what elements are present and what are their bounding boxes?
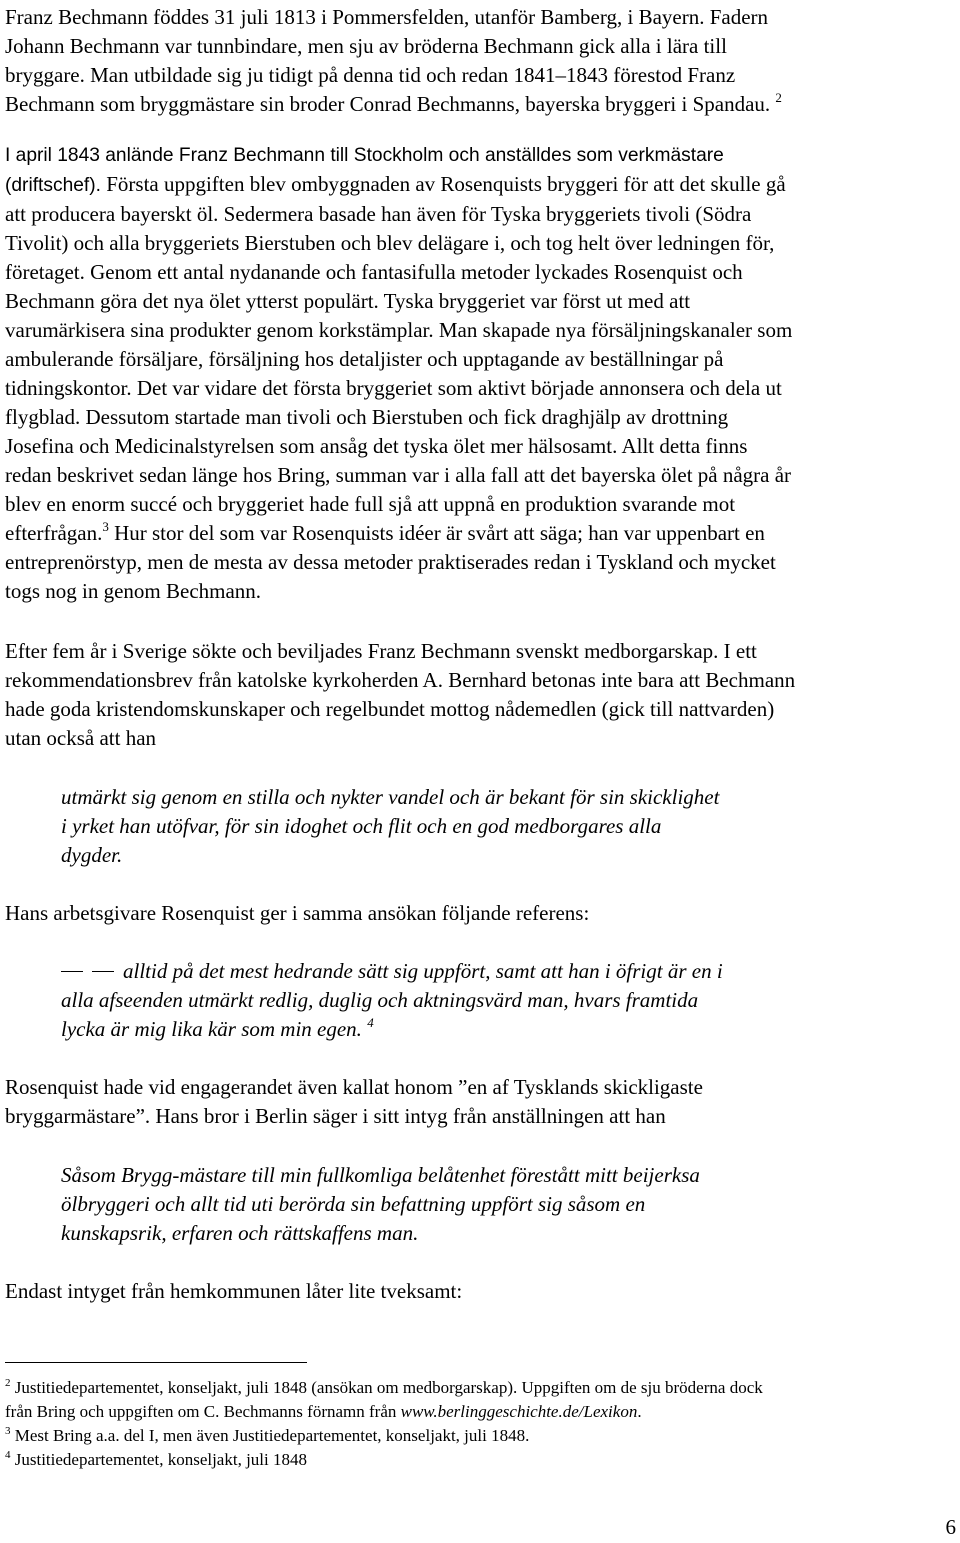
quote-line: dygder. <box>61 843 123 867</box>
text-line: ambulerande försäljare, försäljning hos detaljister och upptagande av beställningar på <box>5 347 724 371</box>
text-segment: Genom ett antal nydanande och fantasifulla metoder lyckades Rosenquist och <box>84 260 743 284</box>
block-quote <box>61 957 723 1044</box>
text-line: utan också att han <box>5 726 157 750</box>
text-segment: Justitiedepartementet, konseljakt, juli 1848 <box>10 1450 307 1469</box>
text-line: flygblad. Dessutom startade man tivoli och Bierstuben och fick draghjälp av drottning <box>5 405 729 429</box>
block-quote <box>61 783 719 870</box>
footnote-ref[interactable]: 3 <box>102 519 109 534</box>
text-line: Rosenquist hade vid engagerandet även kallat honom ”en af Tysklands skickligaste <box>5 1075 703 1099</box>
text-segment: lycka är mig lika kär som min egen. <box>61 1017 362 1041</box>
footnote-2 <box>5 1376 955 1400</box>
text-segment: från Bring och uppgiften om C. Bechmanns förnamn från <box>5 1402 401 1421</box>
quote-line <box>61 957 723 986</box>
text-line <box>5 258 792 287</box>
text-segment: efterfrågan. <box>5 521 103 545</box>
text-line: Josefina och Medicinalstyrelsen som ansåg det tyska ölet mer hälsosamt. Allt detta finns <box>5 434 748 458</box>
footnote-2-cont <box>5 1400 955 1424</box>
text-line: bryggare. Man utbildade sig ju tidigt på denna tid och redan 1841–1843 förestod Franz <box>5 63 736 87</box>
text-line: hade goda kristendomskunskaper och regelbundet mottog nådemedlen (gick till nattvarden) <box>5 697 775 721</box>
text-line: Bechmann göra det nya ölet ytterst populärt. Tyska bryggeriet var först ut med att <box>5 289 691 313</box>
text-line: Franz Bechmann föddes 31 juli 1813 i Pommersfelden, utanför Bamberg, i Bayern. Fadern <box>5 5 769 29</box>
text-line: Hans arbetsgivare Rosenquist ger i samma ansökan följande referens: <box>5 901 590 925</box>
intro-paragraph <box>5 3 782 119</box>
footnote-number: 2 <box>5 1377 11 1389</box>
text-segment: Sedermera basade han även för Tyska bryggeriets tivoli (Södra <box>218 202 752 226</box>
text-line: Tivolit) och alla bryggeriets Bierstuben och blev delägare i, och tog helt över ledningen för, <box>5 231 775 255</box>
text-line: redan beskrivet sedan länge hos Bring, summan var i alla fall att det bayerska ölet på några år <box>5 463 792 487</box>
text-line <box>5 200 792 229</box>
quote-line: i yrket han utöfvar, för sin idoghet och flit och en god medborgares alla <box>61 814 662 838</box>
text-segment: . <box>637 1402 642 1421</box>
em-dash-mark <box>92 971 114 972</box>
block-quote <box>61 1161 700 1248</box>
footnote-number: 4 <box>5 1449 11 1461</box>
text-segment: (driftschef). <box>5 175 101 196</box>
footnote-ref[interactable]: 2 <box>775 90 782 105</box>
text-line: rekommendationsbrev från katolske kyrkoherden A. Bernhard betonas inte bara att Bechmann <box>5 668 796 692</box>
text-line <box>5 90 782 119</box>
text-line: I april 1843 anlände Franz Bechmann till Stockholm och anställdes som verkmästare <box>5 145 724 166</box>
text-line: togs nog in genom Bechmann. <box>5 579 262 603</box>
em-dash-mark <box>61 971 83 972</box>
text-line: Endast intyget från hemkommunen låter lite tveksamt: <box>5 1279 463 1303</box>
text-line: blev en enorm succé och bryggeriet hade full sjå att uppnå en produktion svarande mot <box>5 492 736 516</box>
closing-paragraph <box>5 1277 462 1306</box>
footnote-3 <box>5 1424 955 1448</box>
text-line: bryggarmästare”. Hans bror i Berlin säger i sitt intyg från anställningen att han <box>5 1104 666 1128</box>
text-line: Johann Bechmann var tunnbindare, men sju av bröderna Bechmann gick alla i lära till <box>5 34 727 58</box>
quote-line: alla afseenden utmärkt redlig, duglig och aktningsvärd man, hvars framtida <box>61 988 699 1012</box>
text-line: tidningskontor. Det var vidare det första bryggeriet som aktivt började annonsera och dela ut <box>5 376 782 400</box>
quote-line: ölbryggeri och allt tid uti berörda sin befattning uppfört sig såsom en <box>61 1192 646 1216</box>
quote-line: utmärkt sig genom en stilla och nykter vandel och är bekant för sin skicklighet <box>61 785 720 809</box>
employer-paragraph <box>5 899 589 928</box>
text-segment: alltid på det mest hedrande sätt sig uppfört, samt att han i öfrigt är en i <box>123 959 723 983</box>
text-line: Efter fem år i Sverige sökte och beviljades Franz Bechmann svenskt medborgarskap. I ett <box>5 639 757 663</box>
text-line: varumärkisera sina produkter genom korkstämplar. Man skapade nya försäljningskanaler som <box>5 318 793 342</box>
footnote-number: 3 <box>5 1425 11 1437</box>
stockholm-paragraph <box>5 141 792 606</box>
text-line <box>5 519 792 548</box>
text-segment: Mest Bring a.a. del I, men även Justitiedepartementet, konseljakt, juli 1848. <box>10 1426 530 1445</box>
footnote-separator <box>5 1362 307 1363</box>
text-line <box>5 170 792 200</box>
text-segment: Hur stor del som var Rosenquists idéer är svårt att säga; han var uppenbart en <box>108 521 765 545</box>
quote-line: Såsom Brygg-mästare till min fullkomliga belåtenhet förestått mitt beijerksa <box>61 1163 700 1187</box>
footnote-4 <box>5 1448 955 1472</box>
text-segment: Justitiedepartementet, konseljakt, juli 1848 (ansökan om medborgarskap). Uppgiften om de sju bröderna dock <box>10 1378 763 1397</box>
footnote-link[interactable]: www.berlinggeschichte.de/Lexikon <box>400 1402 638 1421</box>
quote-line <box>61 1015 723 1044</box>
rosenquist-paragraph <box>5 1073 703 1131</box>
text-segment: Bechmann som bryggmästare sin broder Conrad Bechmanns, bayerska bryggeri i Spandau. <box>5 92 771 116</box>
text-segment: att producera bayerskt öl. <box>5 202 219 226</box>
page-number: 6 <box>945 1515 956 1539</box>
footnotes <box>5 1376 955 1472</box>
text-segment: Första uppgiften blev ombyggnaden av Rosenquists bryggeri för att det skulle gå <box>100 172 786 196</box>
quote-line: kunskapsrik, erfaren och rättskaffens man. <box>61 1221 419 1245</box>
text-segment: företaget. <box>5 260 85 284</box>
text-line: entreprenörstyp, men de mesta av dessa metoder praktiserades redan i Tyskland och mycket <box>5 550 776 574</box>
citizenship-paragraph <box>5 637 795 753</box>
footnote-ref[interactable]: 4 <box>367 1015 374 1030</box>
